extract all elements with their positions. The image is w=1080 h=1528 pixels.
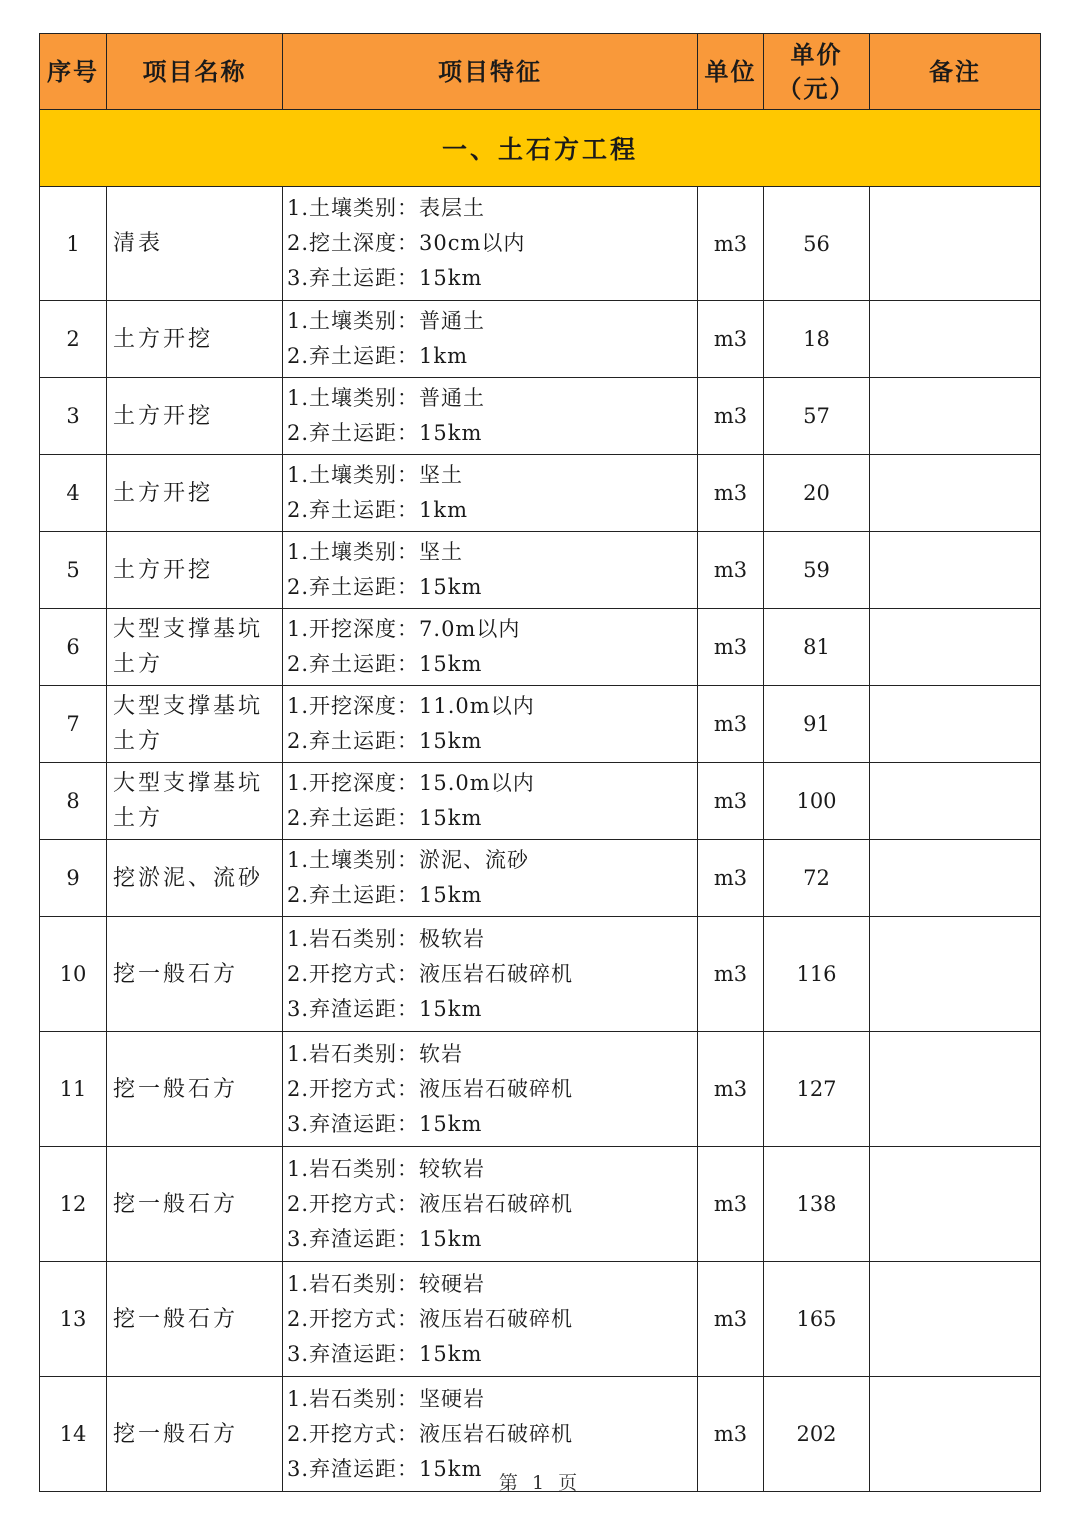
price-table bbox=[39, 33, 1041, 1492]
feature-line: 2.开挖方式：液压岩石破碎机 bbox=[287, 1306, 574, 1331]
row-number: 3 bbox=[40, 378, 107, 455]
header-note: 备注 bbox=[870, 34, 1041, 110]
item-note bbox=[870, 763, 1041, 840]
item-price: 91 bbox=[764, 686, 870, 763]
table-row bbox=[40, 187, 1041, 301]
item-name: 挖一般石方 bbox=[107, 1262, 283, 1377]
header-price-line1: 单价 bbox=[790, 40, 843, 69]
feature-line: 1.岩石类别：较硬岩 bbox=[287, 1271, 486, 1296]
table-row bbox=[40, 532, 1041, 609]
feature-line: 1.开挖深度：15.0m以内 bbox=[287, 771, 535, 795]
row-number: 12 bbox=[40, 1147, 107, 1262]
item-name: 挖一般石方 bbox=[107, 1032, 283, 1147]
item-name: 大型支撑基坑土方 bbox=[107, 763, 283, 840]
item-name: 土方开挖 bbox=[107, 378, 283, 455]
item-features bbox=[283, 378, 698, 455]
feature-line: 3.弃土运距：15km bbox=[287, 266, 483, 290]
item-note bbox=[870, 455, 1041, 532]
feature-line: 1.土壤类别：坚土 bbox=[287, 463, 464, 487]
item-features bbox=[283, 187, 698, 301]
feature-line: 3.弃渣运距：15km bbox=[287, 1111, 483, 1136]
feature-line: 1.岩石类别：极软岩 bbox=[287, 926, 486, 951]
row-number: 14 bbox=[40, 1377, 107, 1492]
row-number: 8 bbox=[40, 763, 107, 840]
item-unit: m3 bbox=[698, 532, 764, 609]
row-number: 7 bbox=[40, 686, 107, 763]
item-features bbox=[283, 609, 698, 686]
item-name: 大型支撑基坑土方 bbox=[107, 609, 283, 686]
header-price-line2: （元） bbox=[777, 74, 856, 103]
feature-line: 1.土壤类别：表层土 bbox=[287, 196, 486, 220]
item-name: 挖一般石方 bbox=[107, 1147, 283, 1262]
header-price bbox=[764, 34, 870, 110]
feature-line: 2.开挖方式：液压岩石破碎机 bbox=[287, 1421, 574, 1446]
feature-line: 1.土壤类别：淤泥、流砂 bbox=[287, 848, 530, 872]
header-row bbox=[40, 34, 1041, 110]
feature-line: 1.开挖深度：11.0m以内 bbox=[287, 694, 535, 718]
item-unit: m3 bbox=[698, 609, 764, 686]
item-features bbox=[283, 763, 698, 840]
item-features bbox=[283, 532, 698, 609]
table-row bbox=[40, 763, 1041, 840]
row-number: 9 bbox=[40, 840, 107, 917]
feature-line: 1.开挖深度：7.0m以内 bbox=[287, 617, 521, 641]
header-name: 项目名称 bbox=[107, 34, 283, 110]
feature-line: 2.挖土深度：30cm以内 bbox=[287, 231, 526, 255]
item-name: 清表 bbox=[107, 187, 283, 301]
row-number: 13 bbox=[40, 1262, 107, 1377]
feature-line: 2.弃土运距：1km bbox=[287, 344, 469, 368]
table-row bbox=[40, 378, 1041, 455]
table-row bbox=[40, 686, 1041, 763]
item-features bbox=[283, 1032, 698, 1147]
section-title: 一、土石方工程 bbox=[40, 110, 1041, 187]
page-footer: 第 1 页 bbox=[498, 1472, 582, 1494]
item-note bbox=[870, 1032, 1041, 1147]
table-row bbox=[40, 1262, 1041, 1377]
item-name: 土方开挖 bbox=[107, 455, 283, 532]
item-note bbox=[870, 609, 1041, 686]
item-unit: m3 bbox=[698, 686, 764, 763]
item-price: 81 bbox=[764, 609, 870, 686]
item-features bbox=[283, 1262, 698, 1377]
table-body bbox=[40, 110, 1041, 1492]
table-row bbox=[40, 1147, 1041, 1262]
item-price: 100 bbox=[764, 763, 870, 840]
item-features bbox=[283, 1147, 698, 1262]
item-name: 土方开挖 bbox=[107, 532, 283, 609]
feature-line: 2.弃土运距：15km bbox=[287, 806, 483, 830]
header-no: 序号 bbox=[40, 34, 107, 110]
feature-line: 1.岩石类别：软岩 bbox=[287, 1041, 464, 1066]
item-price: 202 bbox=[764, 1377, 870, 1492]
row-number: 5 bbox=[40, 532, 107, 609]
table-row bbox=[40, 917, 1041, 1032]
row-number: 4 bbox=[40, 455, 107, 532]
feature-line: 2.弃土运距：1km bbox=[287, 498, 469, 522]
row-number: 2 bbox=[40, 301, 107, 378]
item-price: 59 bbox=[764, 532, 870, 609]
item-features bbox=[283, 686, 698, 763]
feature-line: 2.开挖方式：液压岩石破碎机 bbox=[287, 1076, 574, 1101]
feature-line: 3.弃渣运距：15km bbox=[287, 1341, 483, 1366]
row-number: 1 bbox=[40, 187, 107, 301]
table-row bbox=[40, 1032, 1041, 1147]
feature-line: 2.弃土运距：15km bbox=[287, 421, 483, 445]
item-name: 挖一般石方 bbox=[107, 1377, 283, 1492]
section-row bbox=[40, 110, 1041, 187]
item-note bbox=[870, 686, 1041, 763]
row-number: 6 bbox=[40, 609, 107, 686]
item-price: 18 bbox=[764, 301, 870, 378]
table-row bbox=[40, 301, 1041, 378]
item-unit: m3 bbox=[698, 763, 764, 840]
item-unit: m3 bbox=[698, 1147, 764, 1262]
item-note bbox=[870, 187, 1041, 301]
item-name: 大型支撑基坑土方 bbox=[107, 686, 283, 763]
table-row bbox=[40, 455, 1041, 532]
item-price: 116 bbox=[764, 917, 870, 1032]
item-unit: m3 bbox=[698, 301, 764, 378]
feature-line: 2.弃土运距：15km bbox=[287, 575, 483, 599]
item-name: 挖一般石方 bbox=[107, 917, 283, 1032]
item-features bbox=[283, 455, 698, 532]
item-name: 挖淤泥、流砂 bbox=[107, 840, 283, 917]
item-unit: m3 bbox=[698, 840, 764, 917]
item-note bbox=[870, 1147, 1041, 1262]
item-note bbox=[870, 840, 1041, 917]
item-note bbox=[870, 378, 1041, 455]
feature-line: 3.弃渣运距：15km bbox=[287, 996, 483, 1021]
item-price: 165 bbox=[764, 1262, 870, 1377]
feature-line: 1.土壤类别：普通土 bbox=[287, 386, 486, 410]
feature-line: 2.开挖方式：液压岩石破碎机 bbox=[287, 1191, 574, 1216]
item-note bbox=[870, 532, 1041, 609]
item-note bbox=[870, 917, 1041, 1032]
feature-line: 2.弃土运距：15km bbox=[287, 729, 483, 753]
header-unit: 单位 bbox=[698, 34, 764, 110]
feature-line: 1.岩石类别：较软岩 bbox=[287, 1156, 486, 1181]
item-features bbox=[283, 840, 698, 917]
item-price: 72 bbox=[764, 840, 870, 917]
row-number: 10 bbox=[40, 917, 107, 1032]
table-row bbox=[40, 609, 1041, 686]
item-unit: m3 bbox=[698, 1262, 764, 1377]
item-price: 127 bbox=[764, 1032, 870, 1147]
feature-line: 2.开挖方式：液压岩石破碎机 bbox=[287, 961, 574, 986]
item-unit: m3 bbox=[698, 378, 764, 455]
item-price: 138 bbox=[764, 1147, 870, 1262]
feature-line: 3.弃渣运距：15km bbox=[287, 1456, 483, 1481]
item-price: 56 bbox=[764, 187, 870, 301]
item-note bbox=[870, 301, 1041, 378]
item-note bbox=[870, 1262, 1041, 1377]
header-features: 项目特征 bbox=[283, 34, 698, 110]
table-row bbox=[40, 840, 1041, 917]
feature-line: 2.弃土运距：15km bbox=[287, 883, 483, 907]
feature-line: 2.弃土运距：15km bbox=[287, 652, 483, 676]
item-unit: m3 bbox=[698, 1377, 764, 1492]
feature-line: 1.土壤类别：坚土 bbox=[287, 540, 464, 564]
feature-line: 1.岩石类别：坚硬岩 bbox=[287, 1386, 486, 1411]
row-number: 11 bbox=[40, 1032, 107, 1147]
item-price: 57 bbox=[764, 378, 870, 455]
item-features bbox=[283, 301, 698, 378]
item-unit: m3 bbox=[698, 917, 764, 1032]
item-unit: m3 bbox=[698, 1032, 764, 1147]
item-features bbox=[283, 917, 698, 1032]
item-name: 土方开挖 bbox=[107, 301, 283, 378]
item-price: 20 bbox=[764, 455, 870, 532]
item-unit: m3 bbox=[698, 187, 764, 301]
item-unit: m3 bbox=[698, 455, 764, 532]
feature-line: 1.土壤类别：普通土 bbox=[287, 309, 486, 333]
feature-line: 3.弃渣运距：15km bbox=[287, 1226, 483, 1251]
